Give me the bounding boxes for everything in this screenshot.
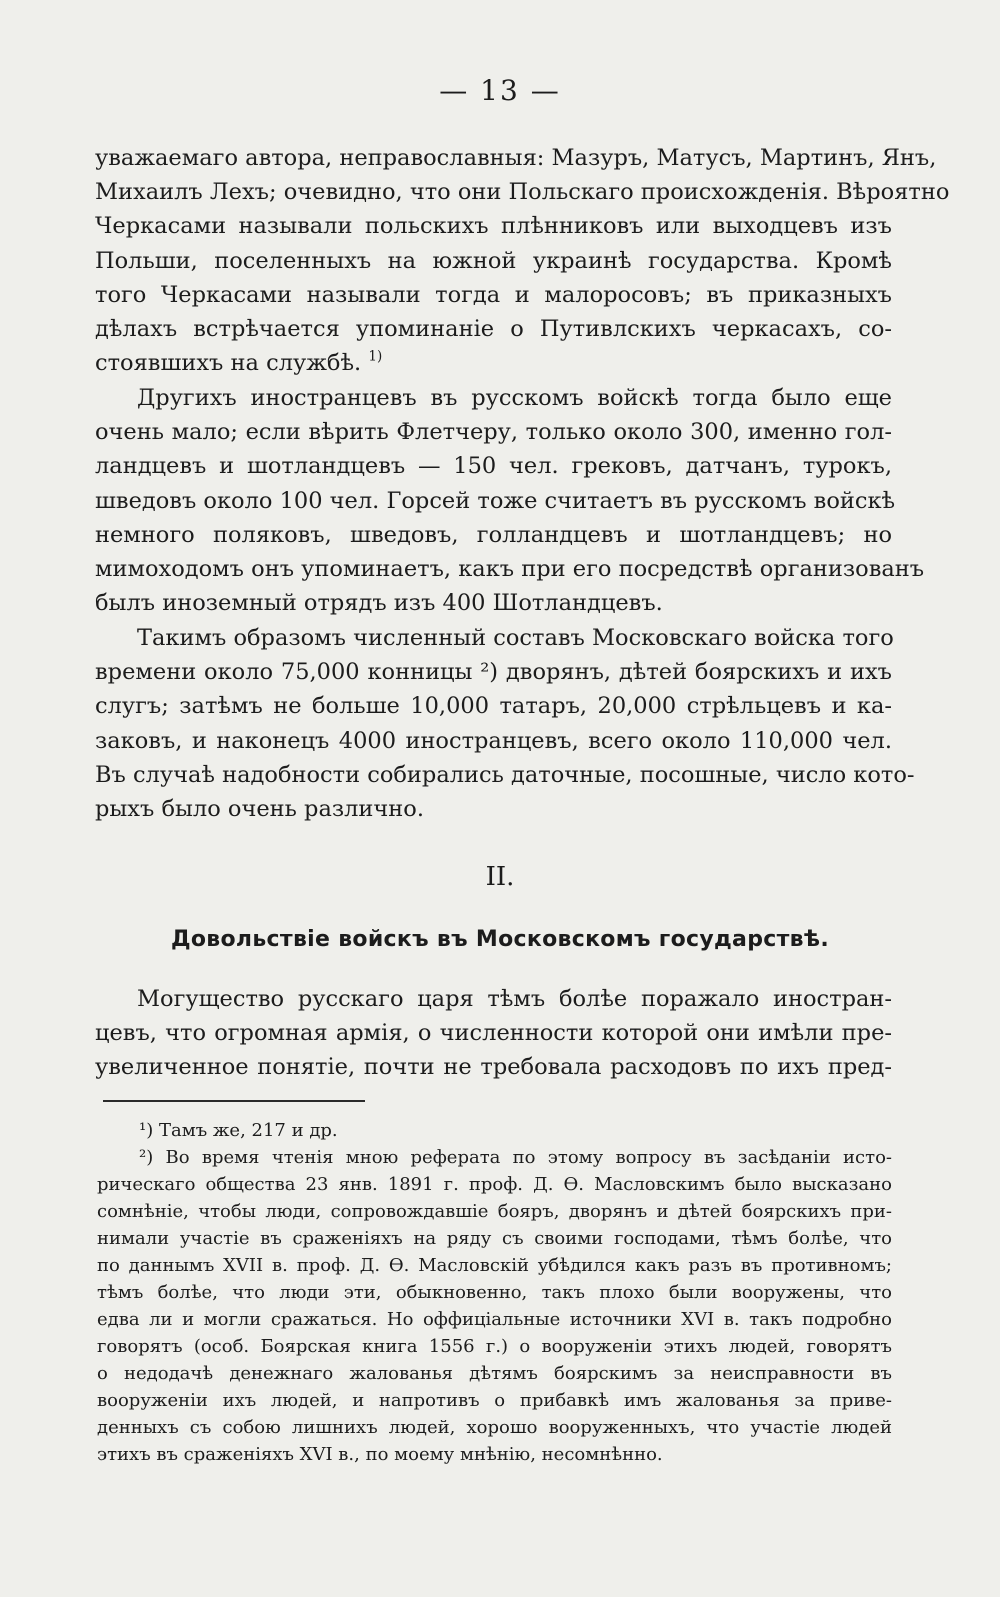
footnote-separator	[103, 1100, 365, 1102]
text-line: рыхъ было очень различно.	[95, 796, 424, 823]
footnote-line: говорятъ (особ. Боярская книга 1556 г.) о вооруженіи этихъ людей, говорятъ	[97, 1336, 892, 1357]
text-line: шведовъ около 100 чел. Горсей тоже считаетъ въ русскомъ войскѣ	[95, 487, 896, 514]
footnote-line: рическаго общества 23 янв. 1891 г. проф. Д. Ѳ. Масловскимъ было высказано	[97, 1174, 892, 1195]
text-line: былъ иноземный отрядъ изъ 400 Шотландцевъ.	[95, 590, 663, 617]
text-line: времени около 75,000 конницы ²) дворянъ, дѣтей боярскихъ и ихъ	[95, 659, 892, 686]
text-line: Михаилъ Лехъ; очевидно, что они Польскаго происхожденія. Вѣроятно	[95, 179, 950, 206]
text-line: уважаемаго автора, неправославныя: Мазуръ, Матусъ, Мартинъ, Янъ,	[95, 145, 937, 171]
text-line: заковъ, и наконецъ 4000 иностранцевъ, всего около 110,000 чел.	[95, 727, 892, 754]
text-line	[95, 346, 892, 380]
text-line: Такимъ образомъ численный составъ Московскаго войска того	[137, 625, 894, 651]
text-line: Могущество русскаго царя тѣмъ болѣе поражало иностран-	[137, 986, 892, 1012]
text-line: дѣлахъ встрѣчается упоминаніе о Путивлскихъ черкасахъ, со-	[95, 316, 892, 343]
footnote-line: нимали участіе въ сраженіяхъ на ряду съ своими господами, тѣмъ болѣе, что	[97, 1228, 892, 1249]
paragraph-2	[95, 381, 925, 620]
text-line: мимоходомъ онъ упоминаетъ, какъ при его посредствѣ организованъ	[95, 556, 925, 583]
text-line: Черкасами называли польскихъ плѣнниковъ или выходцевъ изъ	[95, 213, 892, 240]
footnote-line: этихъ въ сраженіяхъ XVI в., по моему мнѣнію, несомнѣнно.	[97, 1444, 663, 1465]
footnote-1: ¹) Тамъ же, 217 и др.	[139, 1120, 338, 1141]
footnote-ref: 1)	[368, 348, 383, 365]
text-line: слугъ; затѣмъ не больше 10,000 татаръ, 20,000 стрѣльцевъ и ка-	[95, 693, 892, 720]
text-line: Польши, поселенныхъ на южной украинѣ государства. Кромѣ	[95, 247, 892, 274]
page-number: — 13 —	[439, 74, 561, 107]
section-number: II.	[485, 862, 515, 892]
footnote-line: ²) Во время чтенія мною реферата по этому вопросу въ засѣданіи исто-	[139, 1147, 892, 1168]
text-line: очень мало; если вѣрить Флетчеру, только около 300, именно гол-	[95, 419, 892, 446]
text-line: цевъ, что огромная армія, о численности которой они имѣли пре-	[95, 1020, 892, 1047]
footnote-line: сомнѣніе, чтобы люди, сопровождавшіе бояръ, дворянъ и дѣтей боярскихъ при-	[97, 1201, 892, 1222]
text-fragment: стоявшихъ на службѣ.	[95, 350, 362, 377]
text-line: увеличенное понятіе, почти не требовала расходовъ по ихъ пред-	[95, 1054, 892, 1081]
text-line: ландцевъ и шотландцевъ — 150 чел. грековъ, датчанъ, турокъ,	[95, 453, 892, 480]
text-line: Въ случаѣ надобности собирались даточные, посошные, число кото-	[95, 761, 915, 788]
section-title: Довольствіе войскъ въ Московскомъ государствѣ.	[170, 927, 830, 952]
text-line: Другихъ иностранцевъ въ русскомъ войскѣ тогда было еще	[137, 385, 892, 411]
text-line: того Черкасами называли тогда и малоросовъ; въ приказныхъ	[95, 281, 892, 308]
footnote-line: едва ли и могли сражаться. Но оффиціальные источники XVI в. такъ подробно	[97, 1309, 892, 1330]
footnote-line: денныхъ съ собою лишнихъ людей, хорошо вооруженныхъ, что участіе людей	[97, 1417, 892, 1438]
footnote-line: тѣмъ болѣе, что люди эти, обыкновенно, такъ плохо были вооружены, что	[97, 1282, 892, 1303]
footnote-line: вооруженіи ихъ людей, и напротивъ о прибавкѣ имъ жалованья за приве-	[97, 1390, 892, 1411]
paragraph-3	[95, 621, 915, 826]
paragraph-4	[95, 982, 892, 1085]
footnote-line: о недодачѣ денежнаго жалованья дѣтямъ боярскимъ за неисправности въ	[97, 1363, 892, 1384]
paragraph-1	[95, 141, 950, 380]
text-line: немного поляковъ, шведовъ, голландцевъ и шотландцевъ; но	[95, 521, 892, 548]
footnotes	[97, 1117, 892, 1468]
footnote-line: по даннымъ XVII в. проф. Д. Ѳ. Масловскій убѣдился какъ разъ въ противномъ;	[97, 1255, 892, 1276]
